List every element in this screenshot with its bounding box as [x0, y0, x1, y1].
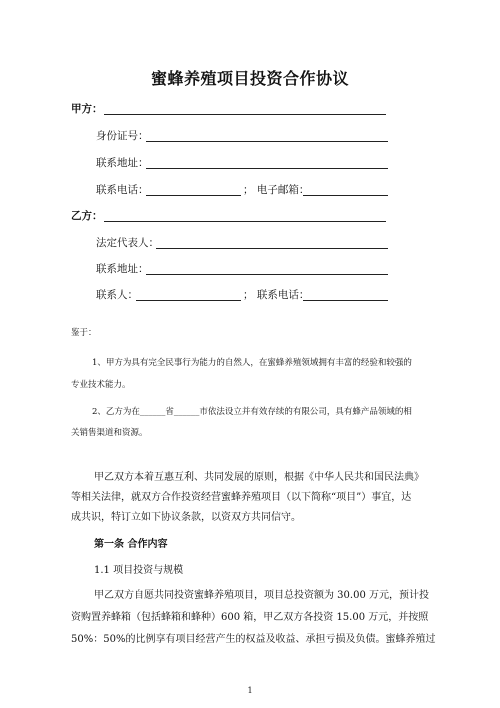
party-a-email-fill-line	[303, 195, 388, 196]
party-a-email-label: ； 电子邮箱：	[243, 184, 310, 196]
page-number: 1	[247, 686, 253, 695]
recital-1-line-2: 专业技术能力。	[71, 380, 131, 390]
party-a-phone-fill-line	[146, 195, 241, 196]
party-b-phone-label: ； 联系电话：	[243, 289, 310, 301]
recital-2-line-1: 2、乙方为在______省______市依法设立并有效存续的有限公司，具有蜂产品领域的相	[92, 407, 412, 417]
party-a-phone-label: 联系电话：	[96, 184, 149, 196]
intro-line-3: 成共识，特订立如下协议条款，以资双方共同信守。	[71, 512, 301, 523]
document-title: 蜜蜂养殖项目投资合作协议	[150, 69, 349, 88]
party-b-label: 乙方：	[71, 210, 103, 222]
intro-line-1: 甲乙双方本着互惠互利、共同发展的原则，根据《中华人民共和国民法典》	[94, 472, 424, 483]
party-a-address-label: 联系地址：	[96, 157, 149, 169]
body-line-3: 50%：50%的比例享有项目经营产生的权益及收益、承担亏损及负债。蜜蜂养殖过	[71, 634, 436, 645]
party-b-rep-fill-line	[156, 248, 388, 249]
recital-2-line-2: 关销售渠道和资源。	[71, 428, 148, 438]
intro-line-2: 等相关法律，就双方合作投资经营蜜蜂养殖项目（以下简称“项目”）事宜，达	[71, 492, 412, 503]
party-a-fill-line	[104, 114, 386, 115]
party-a-address-fill-line	[146, 168, 388, 169]
party-b-address-fill-line	[146, 274, 388, 275]
party-b-rep-label: 法定代表人：	[96, 237, 159, 249]
recital-1-line-1: 1、甲方为具有完全民事行为能力的自然人，在蜜蜂养殖领域拥有丰富的经验和较强的	[92, 358, 412, 368]
party-b-address-label: 联系地址：	[96, 263, 149, 275]
party-a-label: 甲方：	[71, 103, 103, 115]
body-line-2: 资购置养蜂箱（包括蜂箱和蜂种）600 箱，甲乙双方各投资 15.00 万元，并按照	[71, 612, 429, 623]
party-b-fill-line	[104, 221, 386, 222]
body-line-1: 甲乙双方自愿共同投资蜜蜂养殖项目，项目总投资额为 30.00 万元，预计投	[94, 590, 429, 601]
party-a-id-fill-line	[146, 141, 388, 142]
section-1-1-heading: 1.1 项目投资与规模	[94, 565, 184, 576]
party-b-contact-label: 联系人：	[96, 289, 138, 301]
party-a-id-label: 身份证号：	[96, 130, 149, 142]
whereas-heading: 鉴于：	[71, 328, 97, 338]
article-1-heading: 第一条 合作内容	[94, 539, 168, 550]
party-b-phone-fill-line	[303, 300, 388, 301]
party-b-contact-fill-line	[136, 300, 241, 301]
